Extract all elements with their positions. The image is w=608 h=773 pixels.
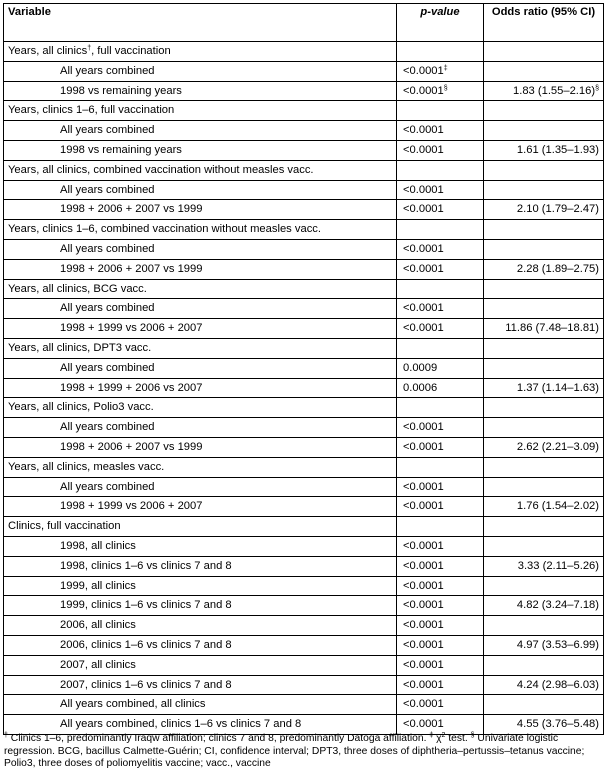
pvalue: <0.0001 — [403, 322, 444, 335]
odds-ratio-cell — [484, 457, 604, 477]
variable-label: 2006, all clinics — [60, 619, 136, 632]
table-row — [4, 239, 604, 259]
pvalue-cell — [397, 536, 484, 556]
group-row — [4, 457, 604, 477]
pvalue-cell — [397, 418, 484, 438]
pvalue: <0.0001 — [403, 638, 444, 651]
pvalue: 0.0009 — [403, 361, 438, 374]
group-label-cell — [4, 101, 397, 121]
group-label-cell — [4, 338, 397, 358]
pvalue-cell — [397, 695, 484, 715]
pvalue-cell — [397, 121, 484, 141]
pvalue-cell — [397, 635, 484, 655]
pvalue-cell — [397, 140, 484, 160]
variable-footnote-mark: † — [87, 45, 92, 52]
odds-ratio-cell — [484, 536, 604, 556]
variable-label: Years, clinics 1–6, full vaccination — [8, 104, 175, 117]
variable-label-rest: , full vaccination — [91, 45, 171, 57]
pvalue-cell — [397, 160, 484, 180]
table-row — [4, 180, 604, 200]
odds-ratio-cell — [484, 596, 604, 616]
variable-label: 2007, clinics 1–6 vs clinics 7 and 8 — [60, 678, 232, 691]
variable-cell — [4, 61, 397, 81]
pvalue: <0.0001 — [403, 124, 444, 137]
pvalue: <0.0001 — [403, 698, 444, 711]
pvalue-cell — [397, 457, 484, 477]
pvalue-cell — [397, 338, 484, 358]
pvalue: 0.0006 — [403, 381, 438, 394]
variable-label: 1999, all clinics — [60, 579, 136, 592]
pvalue-cell — [397, 61, 484, 81]
variable-cell — [4, 299, 397, 319]
footnote-mark-dagger: † — [4, 732, 8, 739]
variable-cell — [4, 140, 397, 160]
odds-ratio-cell — [484, 378, 604, 398]
pvalue-footnote-mark: § — [443, 84, 448, 92]
odds-ratio-footnote-mark: § — [595, 84, 599, 92]
pvalue-cell — [397, 497, 484, 517]
pvalue: <0.0001 — [403, 559, 444, 572]
odds-ratio-cell — [484, 121, 604, 141]
odds-ratio-cell — [484, 576, 604, 596]
odds-ratio-cell — [484, 220, 604, 240]
table-row — [4, 299, 604, 319]
odds-ratio-cell — [484, 101, 604, 121]
header-row — [4, 4, 604, 42]
odds-ratio-cell — [484, 42, 604, 62]
variable-label: Years, all clinics, Polio3 vacc. — [8, 401, 154, 414]
pvalue: <0.0001 — [403, 658, 444, 671]
pvalue-cell — [397, 517, 484, 537]
pvalue-cell — [397, 200, 484, 220]
odds-ratio-cell — [484, 556, 604, 576]
variable-cell — [4, 180, 397, 200]
odds-ratio-cell — [484, 81, 604, 101]
pvalue-cell — [397, 576, 484, 596]
group-row — [4, 517, 604, 537]
pvalue-cell — [397, 259, 484, 279]
variable-cell — [4, 418, 397, 438]
variable-cell — [4, 200, 397, 220]
odds-ratio-cell — [484, 140, 604, 160]
variable-label: All years combined — [60, 124, 155, 137]
odds-ratio-cell — [484, 418, 604, 438]
table-row — [4, 378, 604, 398]
footnote-text-1: Clinics 1–6, predominantly Iraqw affiliation; clinics 7 and 8, predominantly Datoga affiliation. — [7, 733, 430, 744]
table-row — [4, 121, 604, 141]
variable-label: 1999, clinics 1–6 vs clinics 7 and 8 — [60, 599, 232, 612]
odds-ratio-cell — [484, 675, 604, 695]
odds-ratio-cell — [484, 517, 604, 537]
variable-label: Clinics, full vaccination — [8, 520, 121, 533]
odds-ratio-cell — [484, 358, 604, 378]
variable-label: 1998, clinics 1–6 vs clinics 7 and 8 — [60, 559, 232, 572]
odds-ratio-cell — [484, 180, 604, 200]
variable-cell — [4, 655, 397, 675]
odds-ratio: 1.83 (1.55–2.16) — [512, 84, 596, 97]
group-row — [4, 220, 604, 240]
odds-ratio-cell — [484, 477, 604, 497]
pvalue-cell — [397, 319, 484, 339]
variable-cell — [4, 556, 397, 576]
table-row — [4, 635, 604, 655]
pvalue: <0.0001 — [403, 599, 444, 612]
odds-ratio-cell — [484, 715, 604, 735]
group-label-cell — [4, 517, 397, 537]
variable-cell — [4, 81, 397, 101]
pvalue: <0.0001 — [403, 421, 444, 434]
variable-cell — [4, 378, 397, 398]
group-row — [4, 338, 604, 358]
odds-ratio: 2.10 (1.79–2.47) — [516, 203, 599, 216]
odds-ratio-cell — [484, 160, 604, 180]
pvalue: <0.0001 — [403, 539, 444, 552]
pvalue-footnote-mark: ‡ — [443, 64, 448, 72]
pvalue-cell — [397, 675, 484, 695]
odds-ratio-cell — [484, 259, 604, 279]
variable-cell — [4, 121, 397, 141]
odds-ratio-cell — [484, 437, 604, 457]
table-row — [4, 259, 604, 279]
group-row — [4, 101, 604, 121]
variable-label: All years combined, all clinics — [60, 698, 206, 711]
table-row — [4, 497, 604, 517]
variable-cell — [4, 695, 397, 715]
variable-label: 1998 + 1999 vs 2006 + 2007 — [60, 322, 203, 335]
variable-label: 1998, all clinics — [60, 539, 136, 552]
results-table — [3, 3, 604, 735]
pvalue-cell — [397, 279, 484, 299]
odds-ratio: 1.61 (1.35–1.93) — [516, 143, 599, 156]
variable-cell — [4, 437, 397, 457]
header-variable: Variable — [4, 4, 397, 42]
table-row — [4, 596, 604, 616]
odds-ratio: 1.76 (1.54–2.02) — [516, 500, 599, 513]
odds-ratio-cell — [484, 61, 604, 81]
odds-ratio: 4.55 (3.76–5.48) — [516, 718, 599, 731]
table-row — [4, 556, 604, 576]
variable-cell — [4, 358, 397, 378]
table-body — [4, 42, 604, 735]
variable-label: 1998 vs remaining years — [60, 84, 182, 97]
header-odds-ratio: Odds ratio (95% CI) — [484, 4, 604, 42]
pvalue-cell — [397, 358, 484, 378]
variable-label: Years, all clinics, combined vaccination without measles vacc. — [8, 163, 314, 176]
footnote-text-3: Univariate logistic regression. BCG, bacillus Calmette-Guérin; CI, confidence interval; DPT3, three doses of diphtheria–pertussis–tetanus vaccine; Polio3, three doses of poliomyelitis vaccine; vacc., vaccine — [4, 733, 585, 770]
odds-ratio-cell — [484, 655, 604, 675]
odds-ratio-cell — [484, 279, 604, 299]
table-row — [4, 81, 604, 101]
variable-label: All years combined — [60, 64, 155, 77]
variable-label: 1998 + 2006 + 2007 vs 1999 — [60, 203, 203, 216]
table-row — [4, 675, 604, 695]
group-label-cell — [4, 457, 397, 477]
variable-cell — [4, 635, 397, 655]
variable-label: Years, all clinics, BCG vacc. — [8, 282, 147, 295]
table-row — [4, 61, 604, 81]
group-row — [4, 160, 604, 180]
table-row — [4, 140, 604, 160]
table-row — [4, 655, 604, 675]
group-label-cell — [4, 42, 397, 62]
table-row — [4, 319, 604, 339]
pvalue-cell — [397, 81, 484, 101]
variable-cell — [4, 477, 397, 497]
pvalue: <0.0001 — [403, 143, 444, 156]
pvalue-cell — [397, 239, 484, 259]
variable-label: All years combined — [60, 242, 155, 255]
odds-ratio: 4.97 (3.53–6.99) — [516, 638, 599, 651]
pvalue: <0.0001 — [403, 242, 444, 255]
odds-ratio: 4.82 (3.24–7.18) — [516, 599, 599, 612]
odds-ratio: 11.86 (7.48–18.81) — [505, 322, 599, 335]
pvalue: <0.0001 — [403, 440, 444, 453]
table-row — [4, 418, 604, 438]
pvalue-cell — [397, 378, 484, 398]
variable-label: 2007, all clinics — [60, 658, 136, 671]
pvalue: <0.0001 — [403, 203, 444, 216]
table-row — [4, 437, 604, 457]
variable-cell — [4, 259, 397, 279]
footnotes — [4, 733, 604, 771]
pvalue: <0.0001 — [403, 500, 444, 513]
pvalue-cell — [397, 477, 484, 497]
odds-ratio: 4.24 (2.98–6.03) — [516, 678, 599, 691]
pvalue: <0.0001 — [403, 480, 444, 493]
odds-ratio-cell — [484, 497, 604, 517]
variable-label: All years combined — [60, 302, 155, 315]
variable-cell — [4, 536, 397, 556]
odds-ratio-cell — [484, 398, 604, 418]
variable-label: 1998 vs remaining years — [60, 143, 182, 156]
pvalue-cell — [397, 437, 484, 457]
group-row — [4, 42, 604, 62]
odds-ratio: 1.37 (1.14–1.63) — [516, 381, 599, 394]
odds-ratio-cell — [484, 200, 604, 220]
pvalue: <0.0001 — [403, 262, 444, 275]
variable-cell — [4, 497, 397, 517]
pvalue-cell — [397, 101, 484, 121]
variable-label: 2006, clinics 1–6 vs clinics 7 and 8 — [60, 638, 232, 651]
variable-label: All years combined — [60, 480, 155, 493]
table-row — [4, 200, 604, 220]
group-label-cell — [4, 160, 397, 180]
header-pvalue-text: p-value — [420, 6, 460, 18]
pvalue-cell — [397, 616, 484, 636]
odds-ratio-cell — [484, 299, 604, 319]
pvalue-cell — [397, 556, 484, 576]
odds-ratio: 2.62 (2.21–3.09) — [516, 440, 599, 453]
group-row — [4, 398, 604, 418]
table-row — [4, 477, 604, 497]
variable-label: 1998 + 2006 + 2007 vs 1999 — [60, 262, 203, 275]
variable-label: All years combined — [60, 183, 155, 196]
footnote-text-2: test. — [445, 733, 471, 744]
odds-ratio-cell — [484, 338, 604, 358]
odds-ratio-cell — [484, 635, 604, 655]
pvalue-cell — [397, 42, 484, 62]
variable-label: Years, clinics 1–6, combined vaccination without measles vacc. — [8, 223, 321, 236]
header-pvalue — [397, 4, 484, 42]
variable-label: 1998 + 1999 vs 2006 + 2007 — [60, 500, 203, 513]
odds-ratio-cell — [484, 616, 604, 636]
variable-label: 1998 + 1999 + 2006 vs 2007 — [60, 381, 203, 394]
variable-cell — [4, 239, 397, 259]
variable-label: All years combined — [60, 421, 155, 434]
odds-ratio-cell — [484, 695, 604, 715]
odds-ratio: 3.33 (2.11–5.26) — [517, 559, 599, 572]
group-label-cell — [4, 220, 397, 240]
table-row — [4, 358, 604, 378]
pvalue-cell — [397, 655, 484, 675]
pvalue: <0.0001 — [403, 302, 444, 315]
variable-label: Years, all clinics, measles vacc. — [8, 460, 165, 473]
footnote-mark-double-dagger: ‡ — [429, 732, 434, 739]
odds-ratio: 2.28 (1.89–2.75) — [516, 262, 599, 275]
pvalue: <0.0001 — [403, 718, 444, 731]
pvalue-cell — [397, 398, 484, 418]
footnote-chi-sup: 2 — [441, 732, 446, 739]
pvalue: <0.0001 — [403, 678, 444, 691]
variable-cell — [4, 576, 397, 596]
table-row — [4, 715, 604, 735]
group-row — [4, 279, 604, 299]
pvalue-cell — [397, 180, 484, 200]
variable-label: All years combined — [60, 361, 155, 374]
group-label-cell — [4, 398, 397, 418]
variable-cell — [4, 616, 397, 636]
variable-cell — [4, 715, 397, 735]
footnote-chi: χ — [433, 733, 442, 744]
table-row — [4, 695, 604, 715]
pvalue-cell — [397, 299, 484, 319]
pvalue: <0.0001 — [403, 619, 444, 632]
pvalue-cell — [397, 220, 484, 240]
table-row — [4, 576, 604, 596]
table-row — [4, 616, 604, 636]
odds-ratio-cell — [484, 319, 604, 339]
pvalue: <0.0001 — [403, 183, 444, 196]
variable-label: All years combined, clinics 1–6 vs clinics 7 and 8 — [60, 718, 302, 731]
pvalue: <0.0001 — [403, 64, 444, 77]
variable-cell — [4, 675, 397, 695]
group-label-cell — [4, 279, 397, 299]
variable-label: Years, all clinics, DPT3 vacc. — [8, 341, 152, 354]
odds-ratio-cell — [484, 239, 604, 259]
pvalue-cell — [397, 596, 484, 616]
variable-label: 1998 + 2006 + 2007 vs 1999 — [60, 440, 203, 453]
variable-cell — [4, 596, 397, 616]
footnote-mark-section: § — [470, 732, 475, 739]
table-row — [4, 536, 604, 556]
pvalue: <0.0001 — [403, 579, 444, 592]
pvalue: <0.0001 — [403, 84, 444, 97]
variable-label: Years, all clinics — [8, 45, 88, 57]
variable-cell — [4, 319, 397, 339]
